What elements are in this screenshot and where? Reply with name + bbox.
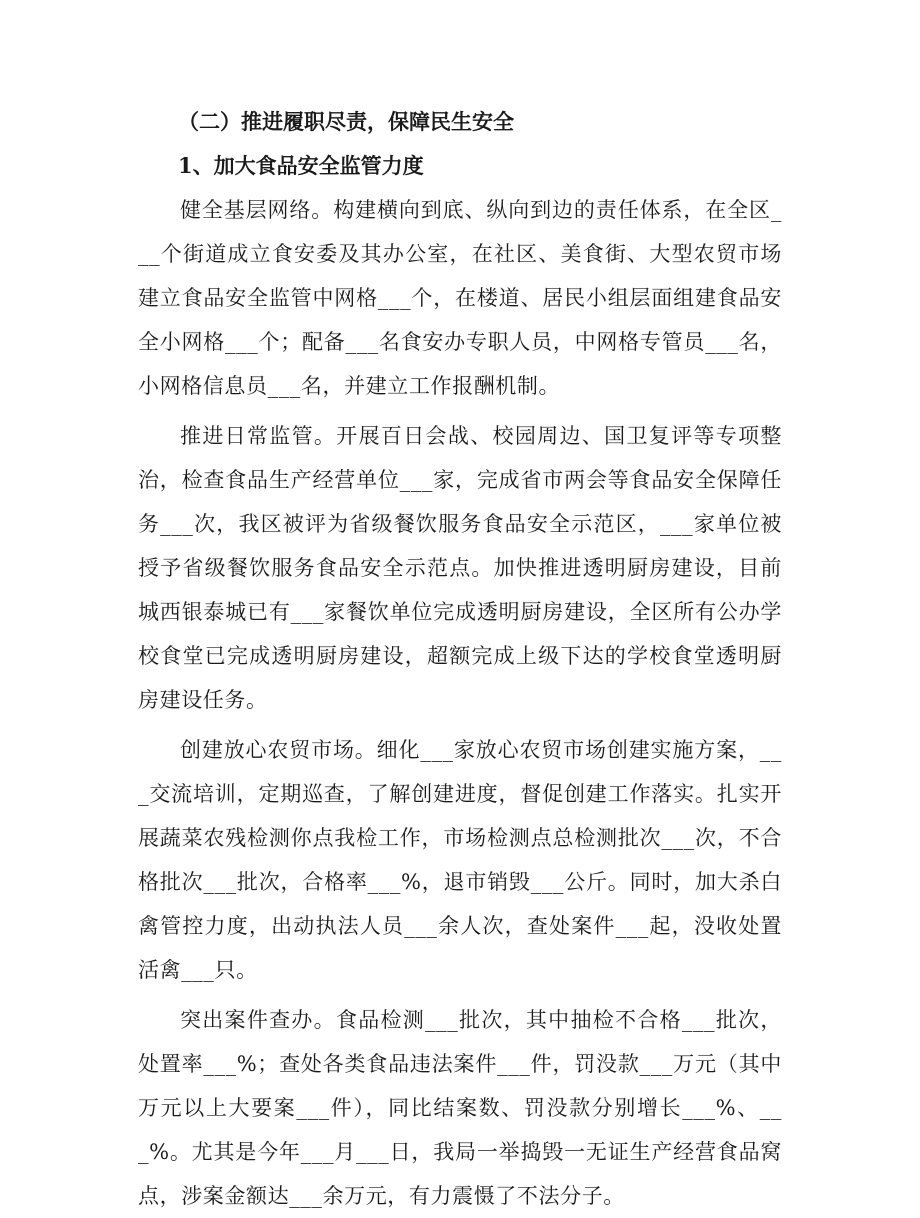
- paragraph-market-creation: 创建放心农贸市场。细化___家放心农贸市场创建实施方案，___交流培训，定期巡查，了解创建进度，督促创建工作落实。扎实开展蔬菜农残检测你点我检工作，市场检测点总检测批次___次，不合格批次___批次，合格率___%，退市销毁___公斤。同时，加大杀白禽管控力度，出动执法人员___余人次，查处案件___起，没收处置活禽___只。: [138, 738, 782, 982]
- document-body: [138, 100, 782, 1218]
- paragraph-case-investigation: 突出案件查办。食品检测___批次，其中抽检不合格___批次，处置率___%；查处各类食品违法案件___件，罚没款___万元（其中万元以上大要案___件），同比结案数、罚没款分别增长___%、___%。尤其是今年___月___日，我局一举捣毁一无证生产经营食品窝点，涉案金额达___余万元，有力震慑了不法分子。: [138, 1008, 782, 1208]
- section-heading: （二）推进履职尽责，保障民生安全: [178, 109, 514, 134]
- subsection-heading: 1、加大食品安全监管力度: [178, 153, 424, 178]
- paragraph-grassroots-network: 健全基层网络。构建横向到底、纵向到边的责任体系，在全区___个街道成立食安委及其办公室，在社区、美食街、大型农贸市场建立食品安全监管中网格___个，在楼道、居民小组层面组建食品安全小网格___个；配备___名食安办专职人员，中网格专管员___名，小网格信息员___名，并建立工作报酬机制。: [138, 198, 782, 398]
- paragraph-daily-supervision: 推进日常监管。开展百日会战、校园周边、国卫复评等专项整治，检查食品生产经营单位___家，完成省市两会等食品安全保障任务___次，我区被评为省级餐饮服务食品安全示范区，___家单位被授予省级餐饮服务食品安全示范点。加快推进透明厨房建设，目前城西银泰城已有___家餐饮单位完成透明厨房建设，全区所有公办学校食堂已完成透明厨房建设，超额完成上级下达的学校食堂透明厨房建设任务。: [138, 424, 782, 712]
